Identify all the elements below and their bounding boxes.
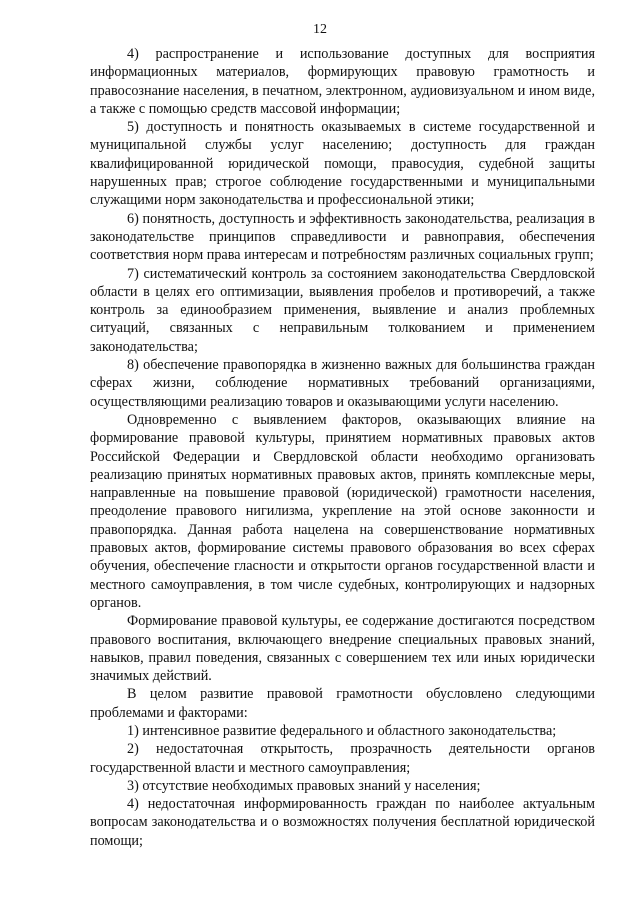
list-item-2: 2) недостаточная открытость, прозрачность деятельности органов государственной власти и местного самоуправления;: [90, 741, 595, 776]
paragraph-item-7-control: 7) систематический контроль за состоянием законодательства Свердловской области в целях его оптимизации, выявления пробелов и противоречий, а также контроль за единообразием применения, выявление и анализ проблемных ситуаций, связанных с неправильным толкованием и применением законодательства;: [90, 265, 595, 355]
paragraph-in-general: В целом развитие правовой грамотности обусловлено следующими проблемами и факторами:: [90, 686, 595, 721]
list-item-4: 4) недостаточная информированность граждан по наиболее актуальным вопросам законодательства и о возможностях получения бесплатной юридической помощи;: [90, 796, 595, 849]
paragraph-simultaneously: Одновременно с выявлением факторов, оказывающих влияние на формирование правовой культуры, принятием нормативных правовых актов Российской Федерации и Свердловской области необходимо организовать реализацию принятых нормативных правовых актов, принять комплексные меры, направленные на повышение правовой (юридической) грамотности населения, преодоление правового нигилизма, укрепление на этой основе законности и правопорядка. Данная работа нацелена на совершенствование нормативных правовых актов, формирование системы правового образования во всех сферах обучения, обеспечение гласности и открытости органов государственной власти и местного самоуправления, в том числе судебных, контролирующих и надзорных органов.: [90, 411, 595, 611]
document-body: [90, 45, 595, 850]
paragraph-item-4-dissemination: 4) распространение и использование доступных для восприятия информационных материалов, формирующих правовую грамотность и правосознание населения, в печатном, электронном, аудиовизуальном и ином виде, а также с помощью средств массовой информации;: [90, 46, 595, 117]
list-item-3: 3) отсутствие необходимых правовых знаний у населения;: [127, 777, 481, 794]
paragraph-item-5-accessibility: 5) доступность и понятность оказываемых в системе государственной и муниципальной службы услуг населению; доступность для граждан квалифицированной юридической помощи, правосудия, судебной защиты нарушенных прав; строгое соблюдение государственными и муниципальными служащими норм законодательства и профессиональной этики;: [90, 119, 595, 209]
page-number: 12: [313, 22, 327, 37]
paragraph-formation: Формирование правовой культуры, ее содержание достигаются посредством правового воспитания, включающего внедрение специальных правовых знаний, навыков, правил поведения, связанных с совершением тех или иных юридически значимых действий.: [90, 613, 595, 685]
paragraph-item-8-law-order: 8) обеспечение правопорядка в жизненно важных для большинства граждан сферах жизни, соблюдение нормативных требований организациями, осуществляющими реализацию товаров и оказывающими услуги населению.: [90, 357, 595, 410]
paragraph-item-6-clarity: 6) понятность, доступность и эффективность законодательства, реализация в законодательстве принципов справедливости и равноправия, обеспечения соответствия норм права интересам и потребностям различных социальных групп;: [90, 210, 595, 264]
list-item-1: 1) интенсивное развитие федерального и областного законодательства;: [127, 722, 557, 739]
